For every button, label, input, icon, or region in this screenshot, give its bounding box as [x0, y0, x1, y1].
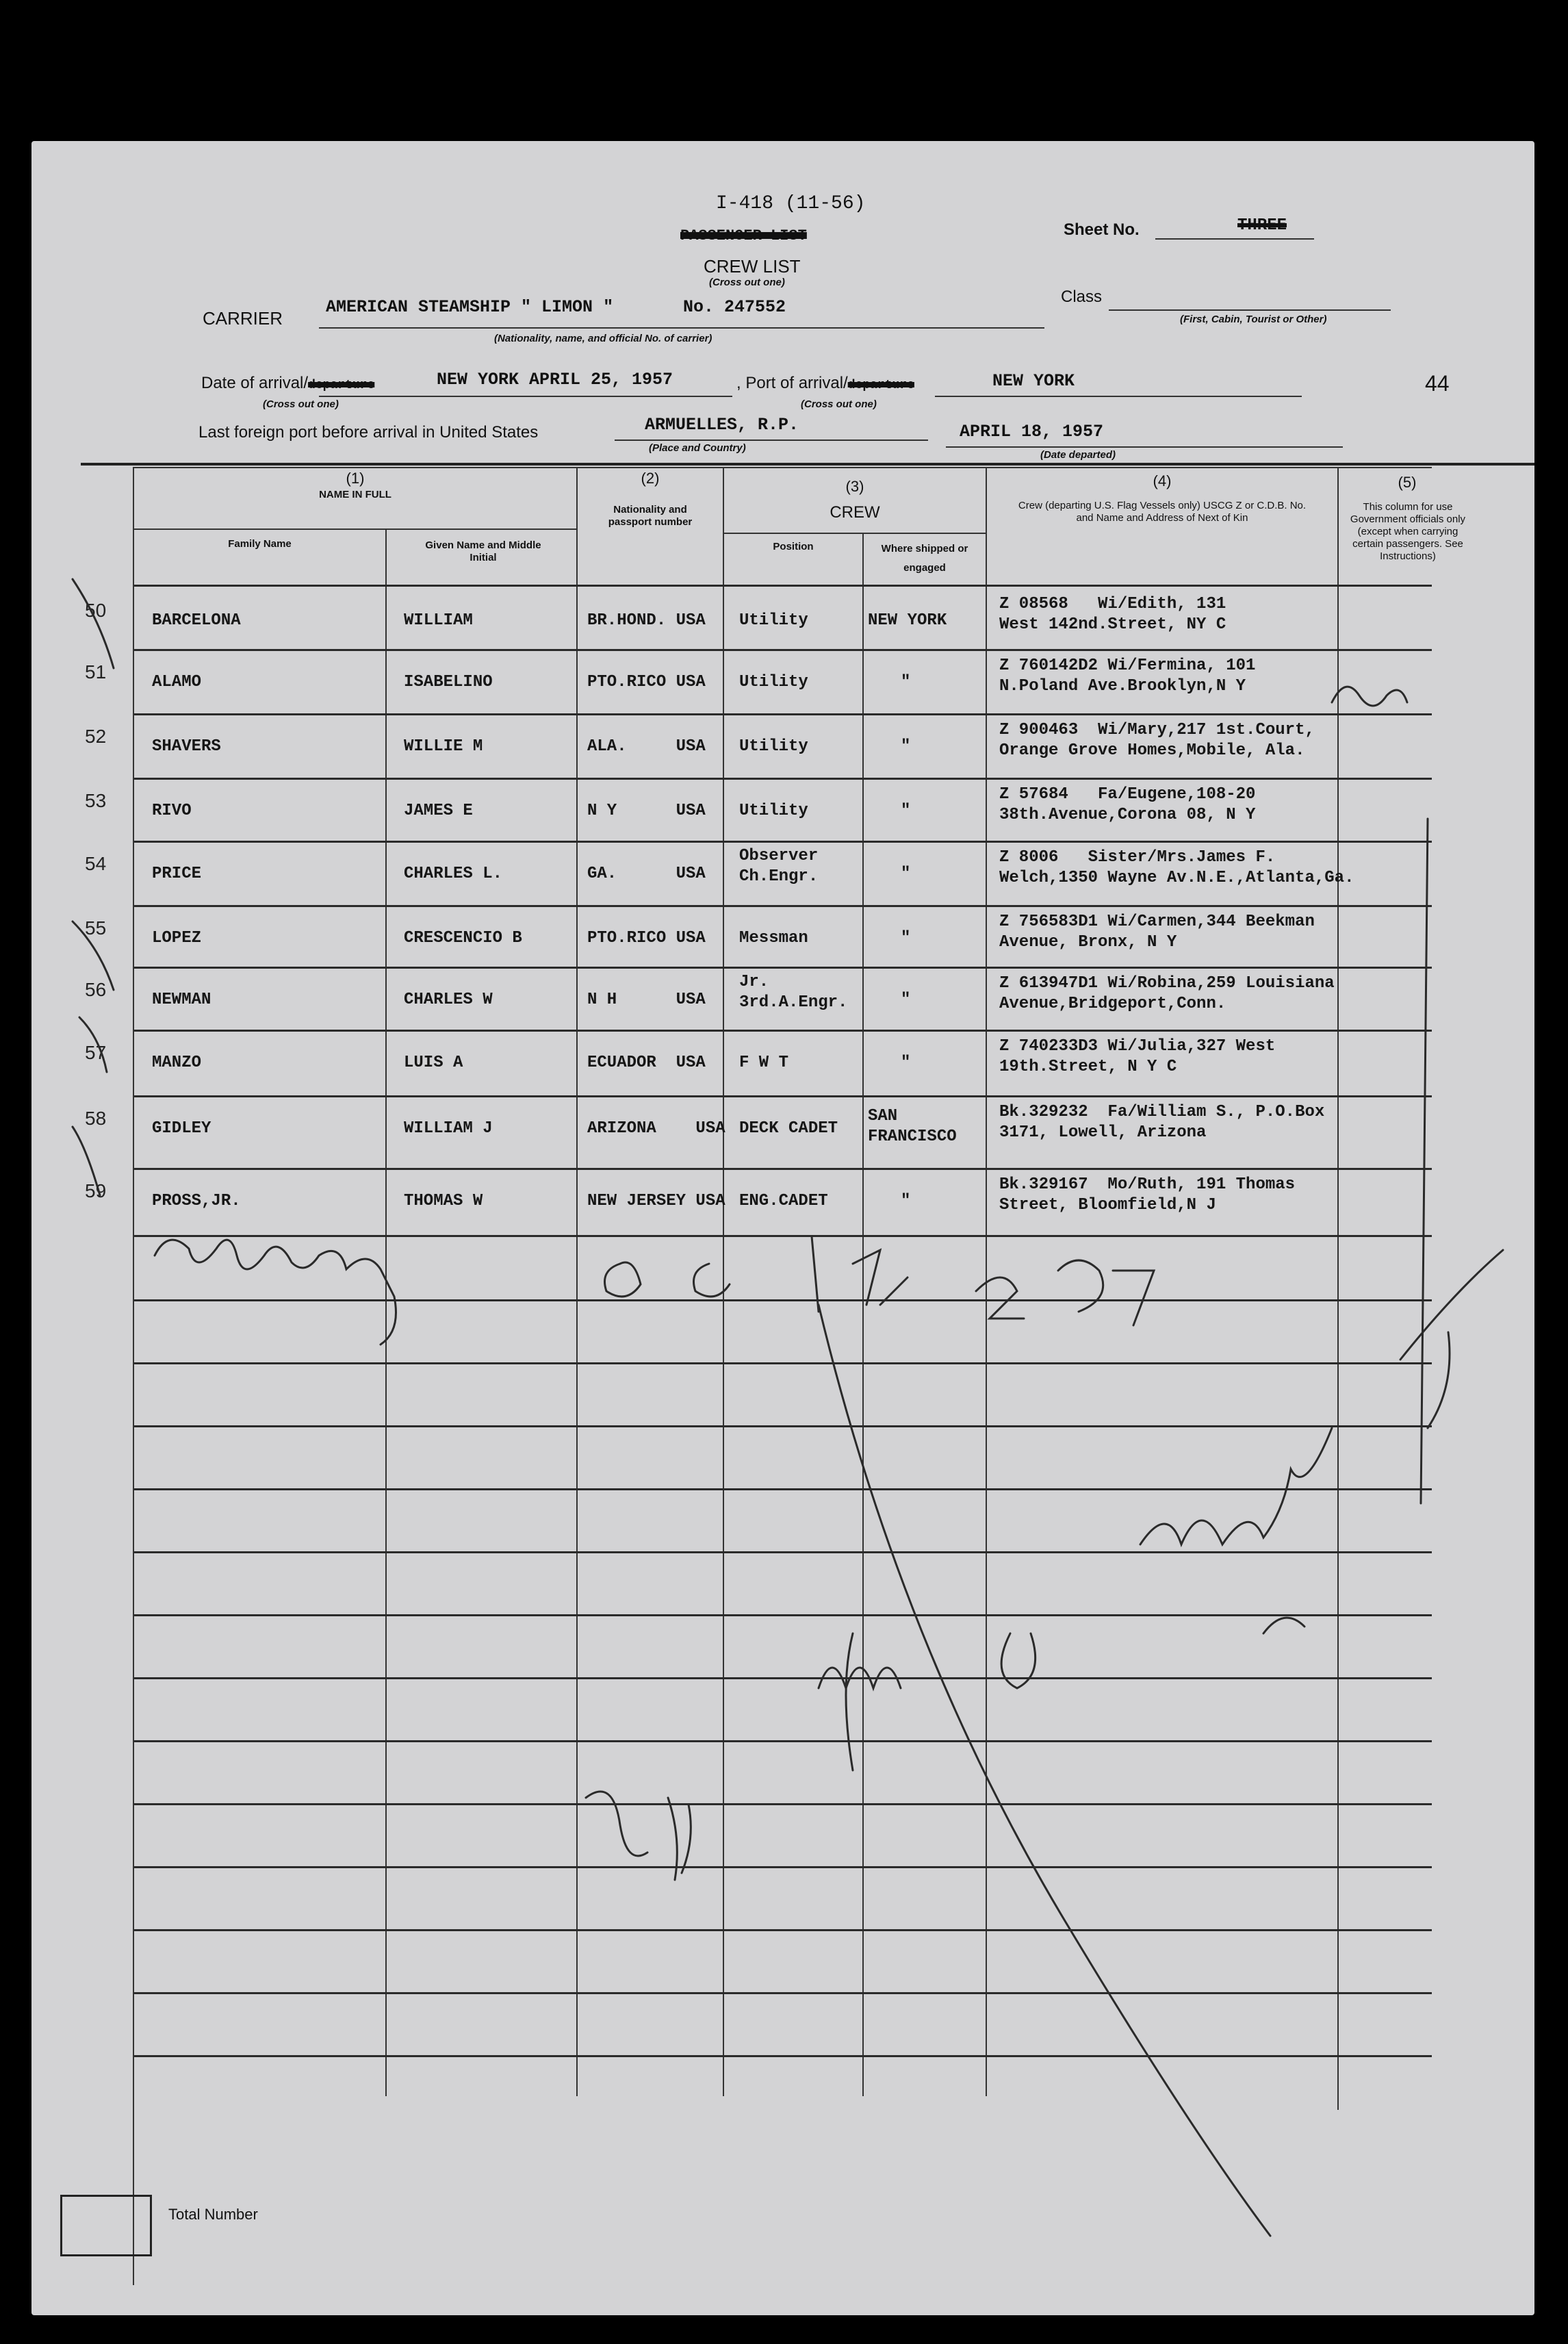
family-name: BARCELONA: [152, 611, 241, 630]
position: Observer Ch.Engr.: [739, 847, 819, 886]
next-of-kin-line1: Bk.329167 Mo/Ruth, 191 Thomas: [999, 1175, 1296, 1194]
next-of-kin-line1: Z 613947D1 Wi/Robina,259 Louisiana: [999, 974, 1335, 993]
position: Messman: [739, 929, 808, 947]
nationality: BR.HOND. USA: [587, 611, 706, 630]
family-name: ALAMO: [152, 673, 202, 691]
given-name: WILLIE M: [404, 737, 483, 756]
where-shipped: ": [901, 802, 911, 820]
position: Utility: [739, 611, 808, 630]
next-of-kin-line1: Z 756583D1 Wi/Carmen,344 Beekman: [999, 913, 1315, 931]
next-of-kin-line1: Z 08568 Wi/Edith, 131: [999, 595, 1226, 613]
carrier-value: AMERICAN STEAMSHIP " LIMON ": [326, 297, 614, 317]
position: ENG.CADET: [739, 1192, 828, 1210]
next-of-kin-line1: Z 900463 Wi/Mary,217 1st.Court,: [999, 721, 1315, 739]
where-shipped: SAN FRANCISCO: [868, 1107, 957, 1146]
where-shipped: ": [901, 991, 911, 1009]
given-name: JAMES E: [404, 802, 473, 820]
departed-value: APRIL 18, 1957: [960, 422, 1104, 442]
col3-number: (3): [845, 478, 864, 495]
col5-title: This column for use Government officials only (except when carrying certain passengers. See Instructions): [1350, 501, 1466, 562]
row-number: 57: [85, 1042, 107, 1063]
row-number: 50: [85, 600, 107, 621]
next-of-kin-line2: 19th.Street, N Y C: [999, 1058, 1177, 1076]
lastport-note: (Place and Country): [649, 442, 746, 454]
nationality: ALA. USA: [587, 737, 706, 756]
port-note: (Cross out one): [801, 398, 877, 410]
port-value: NEW YORK: [992, 371, 1075, 391]
where-shipped: ": [901, 737, 911, 756]
family-name: LOPEZ: [152, 929, 202, 947]
next-of-kin-line1: Z 57684 Fa/Eugene,108-20: [999, 785, 1256, 804]
row-number: 55: [85, 917, 107, 939]
next-of-kin-line2: N.Poland Ave.Brooklyn,N Y: [999, 677, 1246, 696]
col5-number: (5): [1398, 474, 1417, 491]
next-of-kin-line2: 38th.Avenue,Corona 08, N Y: [999, 806, 1256, 824]
port-label: , Port of arrival/departure: [736, 374, 914, 392]
position: F W T: [739, 1054, 789, 1072]
next-of-kin-line2: Street, Bloomfield,N J: [999, 1196, 1216, 1214]
where-shipped: ": [901, 673, 911, 691]
arrival-note: (Cross out one): [263, 398, 339, 410]
next-of-kin-line1: Z 740233D3 Wi/Julia,327 West: [999, 1037, 1276, 1056]
nationality: PTO.RICO USA: [587, 929, 706, 947]
given-name: CHARLES W: [404, 991, 493, 1009]
col3-position-header: Position: [773, 541, 814, 552]
col3-title: CREW: [830, 503, 880, 522]
page-number: 44: [1425, 371, 1450, 396]
next-of-kin-line1: Z 8006 Sister/Mrs.James F.: [999, 848, 1276, 867]
col3-where-header: Where shipped or engaged: [881, 543, 968, 574]
given-name: CHARLES L.: [404, 865, 503, 883]
where-shipped: ": [901, 1054, 911, 1072]
row-number: 56: [85, 979, 107, 1000]
lastport-label: Last foreign port before arrival in United States: [198, 423, 539, 442]
carrier-number: No. 247552: [683, 297, 786, 317]
position: DECK CADET: [739, 1119, 838, 1138]
form-number: I-418 (11-56): [716, 193, 866, 214]
next-of-kin-line1: Z 760142D2 Wi/Fermina, 101: [999, 657, 1256, 675]
nationality: N Y USA: [587, 802, 706, 820]
next-of-kin-line2: Avenue,Bridgeport,Conn.: [999, 995, 1226, 1013]
class-label: Class: [1061, 288, 1103, 306]
where-shipped: ": [901, 1192, 911, 1210]
nationality: NEW JERSEY USA: [587, 1192, 725, 1210]
total-number-label: Total Number: [168, 2206, 258, 2223]
nationality: ARIZONA USA: [587, 1119, 725, 1138]
title-note: (Cross out one): [709, 277, 785, 288]
col4-title: Crew (departing U.S. Flag Vessels only) USCG Z or C.D.B. No. and Name and Address of Next of Kin: [1018, 500, 1307, 524]
col2-number: (2): [641, 470, 660, 487]
nationality: PTO.RICO USA: [587, 673, 706, 691]
given-name: CRESCENCIO B: [404, 929, 522, 947]
sheet-label: Sheet No.: [1064, 220, 1140, 239]
position: Utility: [739, 737, 808, 756]
carrier-label: CARRIER: [203, 308, 283, 329]
col1-given-header: Given Name and Middle Initial: [425, 539, 541, 563]
where-shipped: ": [901, 929, 911, 947]
col1-number: (1): [346, 470, 365, 487]
form-title: CREW LIST: [704, 256, 801, 277]
where-shipped: NEW YORK: [868, 611, 947, 630]
arrival-value: NEW YORK APRIL 25, 1957: [437, 370, 673, 390]
given-name: WILLIAM J: [404, 1119, 493, 1138]
family-name: NEWMAN: [152, 991, 211, 1009]
family-name: SHAVERS: [152, 737, 221, 756]
lastport-value: ARMUELLES, R.P.: [645, 415, 799, 435]
family-name: PRICE: [152, 865, 202, 883]
nationality: GA. USA: [587, 865, 706, 883]
row-number: 58: [85, 1108, 107, 1129]
arrival-label: Date of arrival/departure: [201, 374, 375, 392]
nationality: N H USA: [587, 991, 706, 1009]
given-name: WILLIAM: [404, 611, 473, 630]
family-name: GIDLEY: [152, 1119, 211, 1138]
departed-note: (Date departed): [1040, 449, 1116, 461]
carrier-note: (Nationality, name, and official No. of carrier): [494, 333, 712, 344]
position: Utility: [739, 673, 808, 691]
family-name: RIVO: [152, 802, 192, 820]
next-of-kin-line2: West 142nd.Street, NY C: [999, 615, 1226, 634]
struck-passenger-list: PASSENGER LIST: [680, 227, 807, 244]
position: Utility: [739, 802, 808, 820]
family-name: PROSS,JR.: [152, 1192, 241, 1210]
where-shipped: ": [901, 865, 911, 883]
row-number: 51: [85, 661, 107, 683]
next-of-kin-line1: Bk.329232 Fa/William S., P.O.Box: [999, 1103, 1325, 1121]
row-number: 53: [85, 790, 107, 811]
given-name: THOMAS W: [404, 1192, 483, 1210]
given-name: ISABELINO: [404, 673, 493, 691]
row-number: 52: [85, 726, 107, 747]
manifest-sheet: [31, 141, 1534, 2315]
family-name: MANZO: [152, 1054, 202, 1072]
col2-title: Nationality and passport number: [608, 504, 693, 528]
nationality: ECUADOR USA: [587, 1054, 706, 1072]
col4-number: (4): [1153, 472, 1172, 489]
row-number: 54: [85, 853, 107, 874]
handwritten-annotations: [31, 141, 1534, 2315]
given-name: LUIS A: [404, 1054, 463, 1072]
next-of-kin-line2: Welch,1350 Wayne Av.N.E.,Atlanta,Ga.: [999, 869, 1354, 887]
col1-title: NAME IN FULL: [319, 489, 391, 500]
sheet-value: THREE: [1237, 216, 1287, 235]
next-of-kin-line2: Avenue, Bronx, N Y: [999, 933, 1177, 952]
next-of-kin-line2: Orange Grove Homes,Mobile, Ala.: [999, 741, 1305, 760]
row-number: 59: [85, 1180, 107, 1201]
col1-family-header: Family Name: [228, 538, 292, 550]
next-of-kin-line2: 3171, Lowell, Arizona: [999, 1123, 1207, 1142]
class-note: (First, Cabin, Tourist or Other): [1180, 314, 1327, 325]
position: Jr. 3rd.A.Engr.: [739, 973, 848, 1012]
